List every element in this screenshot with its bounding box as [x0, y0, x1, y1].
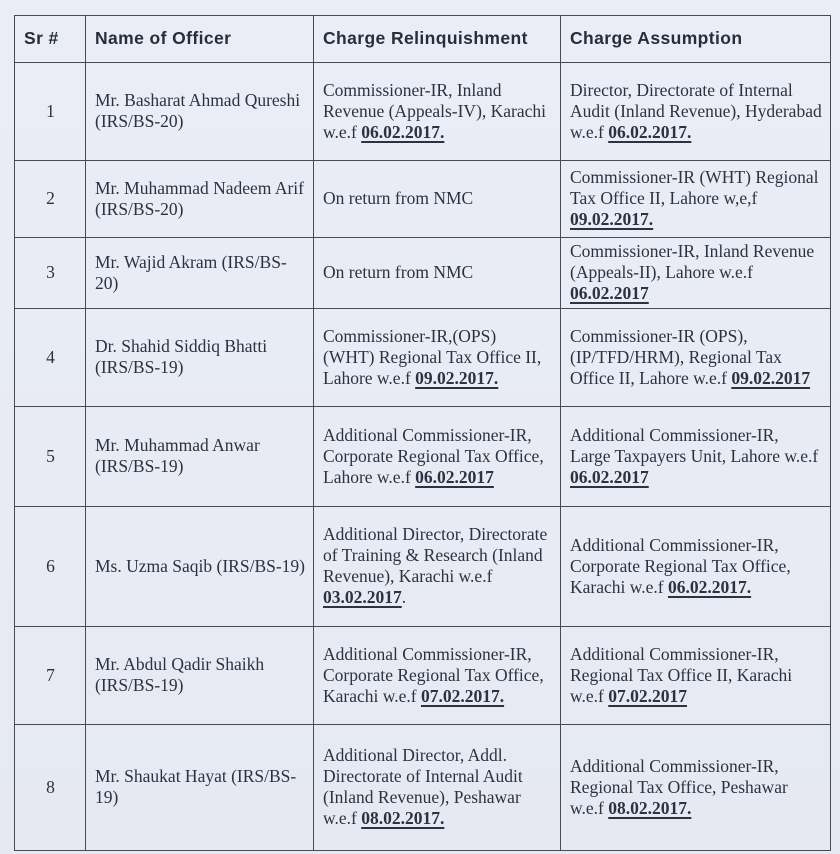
sr-number: 5 — [15, 407, 86, 507]
charge-relinquishment-cell — [314, 507, 561, 627]
effective-date: 09.02.2017. — [570, 209, 654, 229]
assumption-text: Director, Directorate of Internal Audit (Inland Revenue), Hyderabad w.e.f — [570, 79, 822, 142]
effective-date: 06.02.2017 — [570, 466, 649, 487]
sr-number: 3 — [15, 238, 86, 309]
effective-date: 09.02.2017. — [415, 367, 499, 388]
sr-number: 6 — [15, 507, 86, 627]
charge-relinquishment-cell — [314, 725, 561, 851]
charge-assumption-cell — [561, 238, 831, 309]
table-row — [15, 507, 831, 627]
table-row — [15, 725, 831, 851]
header-charge-assumption: Charge Assumption — [561, 16, 831, 63]
officer-name: Mr. Shaukat Hayat (IRS/BS-19) — [86, 725, 314, 851]
assumption-text: Commissioner-IR (OPS), (IP/TFD/HRM), Regional Tax Office II, Lahore w.e.f — [570, 325, 782, 388]
relinquishment-text: Additional Commissioner-IR, Corporate Regional Tax Office, Lahore w.e.f — [323, 424, 544, 487]
charge-relinquishment-cell — [314, 407, 561, 507]
officer-name: Mr. Muhammad Nadeem Arif (IRS/BS-20) — [86, 161, 314, 238]
charge-assumption-cell — [561, 161, 831, 238]
charge-assumption-cell — [561, 725, 831, 851]
charge-assumption-cell — [561, 309, 831, 407]
effective-date: 08.02.2017. — [361, 808, 445, 828]
assumption-text: Additional Commissioner-IR, Regional Tax Office, Peshawar w.e.f — [570, 755, 788, 818]
charge-relinquishment-cell — [314, 238, 561, 309]
relinquishment-text: On return from NMC — [323, 188, 474, 208]
table-row — [15, 309, 831, 407]
sr-number: 8 — [15, 725, 86, 851]
relinquishment-text: Commissioner-IR,(OPS) (WHT) Regional Tax Office II, Lahore w.e.f — [323, 325, 542, 388]
officer-name: Mr. Abdul Qadir Shaikh (IRS/BS-19) — [86, 627, 314, 725]
officer-name: Mr. Muhammad Anwar (IRS/BS-19) — [86, 407, 314, 507]
assumption-text: Additional Commissioner-IR, Large Taxpayers Unit, Lahore w.e.f — [570, 424, 819, 466]
charge-assumption-cell — [561, 627, 831, 725]
charge-relinquishment-cell — [314, 63, 561, 161]
sr-number: 1 — [15, 63, 86, 161]
charge-relinquishment-cell — [314, 161, 561, 238]
effective-date: 06.02.2017 — [570, 283, 649, 303]
effective-date: 08.02.2017. — [608, 797, 692, 818]
charge-assumption-cell — [561, 407, 831, 507]
effective-date: 06.02.2017 — [415, 466, 494, 487]
officer-name: Mr. Wajid Akram (IRS/BS-20) — [86, 238, 314, 309]
table-row — [15, 161, 831, 238]
assumption-text: Additional Commissioner-IR, Corporate Regional Tax Office, Karachi w.e.f — [570, 534, 791, 597]
effective-date: 03.02.2017 — [323, 587, 402, 607]
sr-number: 4 — [15, 309, 86, 407]
table-row — [15, 627, 831, 725]
assumption-text: Additional Commissioner-IR, Regional Tax Office II, Karachi w.e.f — [570, 643, 793, 706]
effective-date: 09.02.2017 — [731, 367, 811, 388]
charge-assumption-cell — [561, 63, 831, 161]
effective-date: 07.02.2017 — [608, 685, 687, 706]
table-row — [15, 63, 831, 161]
effective-date: 06.02.2017. — [361, 121, 445, 142]
assumption-text: Commissioner-IR (WHT) Regional Tax Office II, Lahore w,e,f — [570, 167, 819, 208]
relinquishment-text: Commissioner-IR, Inland Revenue (Appeals-IV), Karachi w.e.f — [323, 79, 547, 142]
effective-date: 07.02.2017. — [420, 685, 505, 706]
charge-relinquishment-cell — [314, 627, 561, 725]
effective-date: 06.02.2017. — [667, 576, 752, 597]
charge-relinquishment-cell — [314, 309, 561, 407]
header-officer-name: Name of Officer — [86, 16, 314, 63]
relinquishment-text: Additional Director, Directorate of Training & Research (Inland Revenue), Karachi w.e.f — [323, 524, 548, 586]
officer-name: Ms. Uzma Saqib (IRS/BS-19) — [86, 507, 314, 627]
date-suffix: . — [401, 587, 407, 607]
charge-assumption-cell — [561, 507, 831, 627]
officer-posting-table — [14, 15, 831, 851]
header-sr-number: Sr # — [15, 16, 86, 63]
header-charge-relinquishment: Charge Relinquishment — [314, 16, 561, 63]
relinquishment-text: Additional Director, Addl. Directorate of Internal Audit (Inland Revenue), Peshawar w.e.f — [323, 745, 523, 828]
officer-name: Dr. Shahid Siddiq Bhatti (IRS/BS-19) — [86, 309, 314, 407]
effective-date: 06.02.2017. — [608, 121, 692, 142]
sr-number: 2 — [15, 161, 86, 238]
table-header-row — [15, 16, 831, 63]
sr-number: 7 — [15, 627, 86, 725]
table-row — [15, 407, 831, 507]
officer-name: Mr. Basharat Ahmad Qureshi (IRS/BS-20) — [86, 63, 314, 161]
relinquishment-text: Additional Commissioner-IR, Corporate Regional Tax Office, Karachi w.e.f — [323, 643, 544, 706]
assumption-text: Commissioner-IR, Inland Revenue (Appeals-II), Lahore w.e.f — [570, 241, 815, 282]
table-row — [15, 238, 831, 309]
relinquishment-text: On return from NMC — [323, 262, 474, 282]
